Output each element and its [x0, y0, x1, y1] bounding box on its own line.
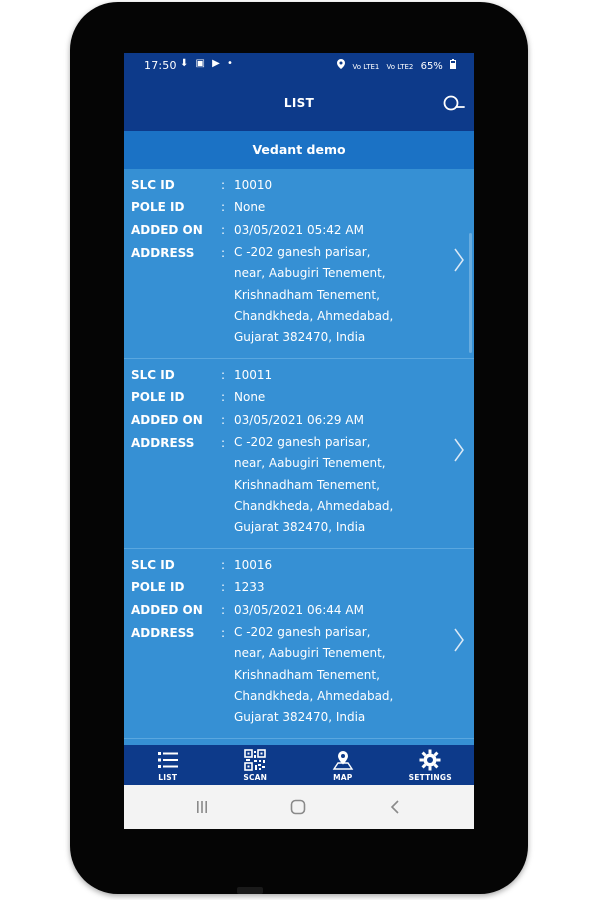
nav-label: SCAN — [243, 773, 268, 782]
status-bar — [124, 53, 474, 79]
location-icon — [337, 61, 348, 72]
battery-icon — [450, 61, 456, 72]
pole-id-label: POLE ID — [131, 390, 185, 404]
address-label: ADDRESS — [131, 626, 195, 640]
address-line: Gujarat 382470, India — [234, 710, 366, 725]
slc-id-label: SLC ID — [131, 178, 175, 192]
address-value — [234, 622, 434, 728]
back-icon[interactable] — [386, 797, 406, 817]
added-on-value: 03/05/2021 06:29 AM — [234, 413, 364, 427]
address-line: Krishnadham Tenement, — [234, 667, 380, 682]
address-value — [234, 432, 434, 538]
slc-id-value: 10016 — [234, 558, 273, 572]
added-on-label: ADDED ON — [131, 413, 203, 427]
app-screen — [124, 53, 474, 829]
status-right — [333, 59, 456, 72]
address-line: Gujarat 382470, India — [234, 520, 366, 535]
gear-icon — [419, 749, 441, 771]
address-line: near, Aabugiri Tenement, — [234, 456, 386, 471]
address-label: ADDRESS — [131, 436, 195, 450]
nav-item-map[interactable] — [299, 745, 387, 785]
slc-id-label: SLC ID — [131, 368, 175, 382]
list-icon — [157, 749, 179, 771]
colon: : — [221, 368, 226, 382]
colon: : — [221, 390, 226, 404]
address-line: Chandkheda, Ahmedabad, — [234, 688, 394, 703]
colon: : — [221, 626, 226, 640]
pole-id-label: POLE ID — [131, 580, 185, 594]
colon: : — [221, 413, 226, 427]
list-item[interactable] — [124, 359, 474, 549]
nav-item-scan[interactable] — [212, 745, 300, 785]
colon: : — [221, 436, 226, 450]
address-line: near, Aabugiri Tenement, — [234, 646, 386, 661]
address-line: C -202 ganesh parisar, — [234, 625, 371, 639]
pole-id-value: None — [234, 390, 266, 404]
chevron-right-icon[interactable] — [453, 247, 465, 273]
device-port — [237, 887, 263, 894]
nav-item-settings[interactable] — [387, 745, 475, 785]
list-item[interactable] — [124, 549, 474, 739]
address-line: near, Aabugiri Tenement, — [234, 266, 386, 281]
nav-item-list[interactable] — [124, 745, 212, 785]
signal-icon-1: Vo LTE1 — [352, 63, 380, 71]
address-line: C -202 ganesh parisar, — [234, 435, 371, 449]
colon: : — [221, 246, 226, 260]
bottom-navigation — [124, 745, 474, 785]
record-list[interactable] — [124, 169, 474, 745]
added-on-label: ADDED ON — [131, 223, 203, 237]
added-on-value: 03/05/2021 05:42 AM — [234, 223, 364, 237]
nav-label: SETTINGS — [408, 773, 452, 782]
pole-id-label: POLE ID — [131, 200, 185, 214]
address-line: Gujarat 382470, India — [234, 330, 366, 345]
search-icon — [440, 91, 468, 119]
address-line: Krishnadham Tenement, — [234, 287, 380, 302]
recent-apps-icon[interactable] — [192, 797, 212, 817]
status-time: 17:50 — [144, 59, 177, 72]
added-on-value: 03/05/2021 06:44 AM — [234, 603, 364, 617]
group-header: Vedant demo — [124, 131, 474, 169]
home-icon[interactable] — [288, 797, 308, 817]
chevron-right-icon[interactable] — [453, 627, 465, 653]
address-line: C -202 ganesh parisar, — [234, 245, 371, 259]
nav-label: MAP — [333, 773, 353, 782]
address-line: Krishnadham Tenement, — [234, 477, 380, 492]
added-on-label: ADDED ON — [131, 603, 203, 617]
battery-level: 65% — [420, 61, 443, 72]
colon: : — [221, 178, 226, 192]
chevron-right-icon[interactable] — [453, 437, 465, 463]
colon: : — [221, 603, 226, 617]
slc-id-label: SLC ID — [131, 558, 175, 572]
colon: : — [221, 580, 226, 594]
qr-code-icon — [244, 749, 266, 771]
app-bar — [124, 79, 474, 131]
pole-id-value: None — [234, 200, 266, 214]
signal-icon-2: Vo LTE2 — [386, 63, 414, 71]
notification-icons: ⬇ ▣ ▶ • — [180, 58, 235, 69]
address-line: Chandkheda, Ahmedabad, — [234, 308, 394, 323]
address-value — [234, 242, 434, 348]
colon: : — [221, 200, 226, 214]
slc-id-value: 10010 — [234, 178, 273, 192]
slc-id-value: 10011 — [234, 368, 273, 382]
system-navigation-bar — [124, 785, 474, 829]
map-pin-icon — [332, 749, 354, 771]
pole-id-value: 1233 — [234, 580, 265, 594]
list-item[interactable] — [124, 169, 474, 359]
colon: : — [221, 223, 226, 237]
page-title: LIST — [283, 96, 315, 110]
search-button[interactable] — [440, 91, 468, 119]
colon: : — [221, 558, 226, 572]
address-line: Chandkheda, Ahmedabad, — [234, 498, 394, 513]
nav-label: LIST — [158, 773, 178, 782]
address-label: ADDRESS — [131, 246, 195, 260]
